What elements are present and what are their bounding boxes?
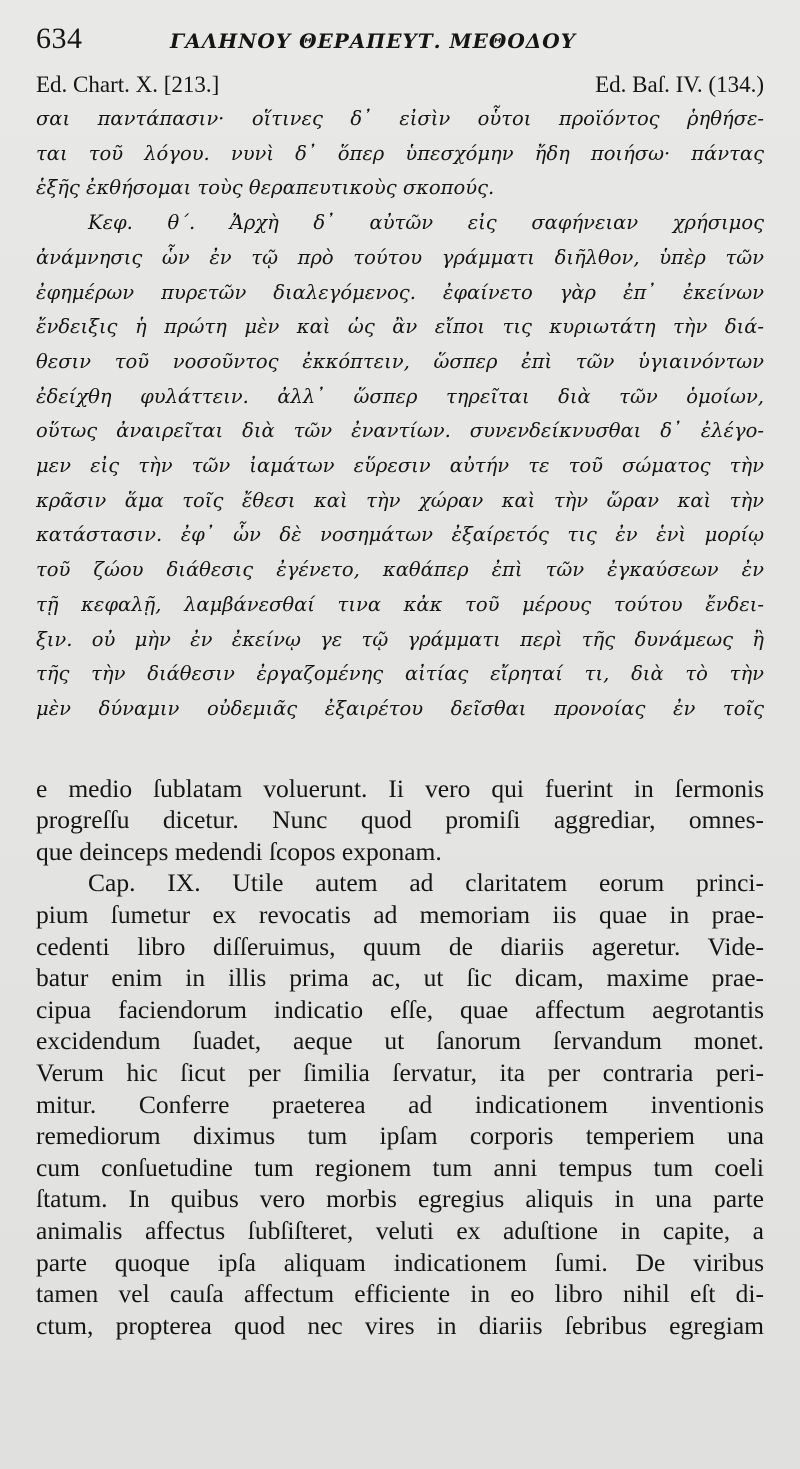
greek-line: τῇ κεφαλῇ, λαμβάνεσθαί τινα κἀκ τοῦ μέρους τούτου ἔνδει-	[36, 592, 764, 616]
greek-line: τῆς τὴν διάθεσιν ἐργαζομένης αἰτίας εἴρηταί τι, διὰ τὸ τὴν	[36, 662, 764, 686]
latin-line: cedenti libro diſſeruimus, quum de diariis ageretur. Vide-	[36, 931, 764, 961]
latin-line: progreſſu dicetur. Nunc quod promiſi aggrediar, omnes-	[36, 805, 764, 835]
latin-line: que deinceps medendi ſcopos exponam.	[36, 836, 442, 866]
greek-line: ἔνδειξις ἡ πρώτη μὲν καὶ ὡς ἂν εἴποι τις κυριωτάτη τὴν διά-	[36, 315, 764, 339]
greek-line: ἑξῆς ἐκθήσομαι τοὺς θεραπευτικοὺς σκοπούς.	[36, 176, 495, 200]
latin-line: ſtatum. In quibus vero morbis egregius aliquis in una parte	[36, 1184, 764, 1214]
latin-line: e medio ſublatam voluerunt. Ii vero qui fuerint in ſermonis	[36, 773, 764, 803]
edition-basel-reference: Ed. Baſ. IV. (134.)	[595, 72, 764, 97]
greek-line: κατάστασιν. ἐφ᾽ ὧν δὲ νοσημάτων ἐξαίρετός τις ἐν ἑνὶ μορίῳ	[36, 523, 764, 547]
latin-chapter-heading-line: Cap. IX. Utile autem ad claritatem eorum princi-	[88, 868, 764, 898]
greek-line: θεσιν τοῦ νοσοῦντος ἐκκόπτειν, ὥσπερ ἐπὶ τῶν ὑγιαινόντων	[36, 349, 764, 373]
latin-line: cipua faciendorum indicatio eſſe, quae affectum aegrotantis	[36, 994, 764, 1024]
greek-line: ἀνάμνησις ὧν ἐν τῷ πρὸ τούτου γράμματι διῆλθον, ὑπὲρ τῶν	[36, 245, 764, 269]
running-head	[36, 22, 764, 70]
latin-line: excidendum ſuadet, aeque ut ſanorum ſervandum monet.	[36, 1026, 764, 1056]
latin-line: tamen vel cauſa affectum efficiente in eo libro nihil eſt di-	[36, 1279, 764, 1309]
latin-text-block	[36, 773, 764, 1342]
latin-line: ctum, propterea quod nec vires in diariis ſebribus egregiam	[36, 1310, 764, 1340]
greek-line: ξιν. οὐ μὴν ἐν ἐκείνῳ γε τῷ γράμματι περὶ τῆς δυνάμεως ἢ	[36, 627, 764, 651]
latin-line: mitur. Conferre praeterea ad indicationem inventionis	[36, 1089, 764, 1119]
greek-line: μὲν δύναμιν οὐδεμιᾶς ἐξαιρέτου δεῖσθαι προνοίας ἐν τοῖς	[36, 696, 764, 720]
greek-line: οὕτως ἀναιρεῖται διὰ τῶν ἐναντίων. συνενδείκνυσθαι δ᾽ ἐλέγο-	[36, 419, 764, 443]
greek-line: ἐφημέρων πυρετῶν διαλεγόμενος. ἐφαίνετο γὰρ ἐπ᾽ ἐκείνων	[36, 280, 764, 304]
greek-line: ται τοῦ λόγου. νυνὶ δ᾽ ὅπερ ὑπεσχόμην ἤδη ποιήσω· πάντας	[36, 141, 764, 165]
greek-line: κρᾶσιν ἅμα τοῖς ἔθεσι καὶ τὴν χώραν καὶ τὴν ὥραν καὶ τὴν	[36, 488, 764, 512]
page-number: 634	[36, 22, 83, 55]
running-title: ΓΑΛΗΝΟΥ ΘΕΡΑΠΕΥΤ. ΜΕΘΟΔΟΥ	[170, 29, 576, 53]
greek-line: μεν εἰς τὴν τῶν ἰαμάτων εὕρεσιν αὐτήν τε τοῦ σώματος τὴν	[36, 454, 764, 478]
edition-chart-reference: Ed. Chart. X. [213.]	[36, 72, 220, 97]
latin-line: parte quoque ipſa aliquam indicationem ſumi. De viribus	[36, 1247, 764, 1277]
latin-line: pium ſumetur ex revocatis ad memoriam iis quae in prae-	[36, 900, 764, 930]
latin-line: Verum hic ſicut per ſimilia ſervatur, ita per contraria peri-	[36, 1058, 764, 1087]
greek-line: τοῦ ζώου διάθεσις ἐγένετο, καθάπερ ἐπὶ τῶν ἐγκαύσεων ἐν	[36, 558, 764, 582]
greek-line: σαι παντάπασιν· οἵτινες δ᾽ εἰσὶν οὗτοι προϊόντος ῥηθήσε-	[36, 107, 764, 130]
greek-chapter-heading-line: Κεφ. θ΄. Ἀρχὴ δ᾽ αὐτῶν εἰς σαφήνειαν χρήσιμος	[88, 211, 764, 235]
latin-line: remediorum diximus tum ipſam corporis temperiem una	[36, 1121, 764, 1151]
greek-line: ἐδείχθη φυλάττειν. ἀλλ᾽ ὥσπερ τηρεῖται διὰ τῶν ὁμοίων,	[36, 384, 764, 408]
latin-line: batur enim in illis prima ac, ut ſic dicam, maxime prae-	[36, 963, 764, 993]
edition-references	[36, 70, 764, 100]
latin-line: cum conſuetudine tum regionem tum anni tempus tum coeli	[36, 1152, 764, 1182]
latin-line: animalis affectus ſubſiſteret, veluti ex aduſtione in capite, a	[36, 1215, 764, 1245]
greek-text-block	[36, 102, 764, 727]
